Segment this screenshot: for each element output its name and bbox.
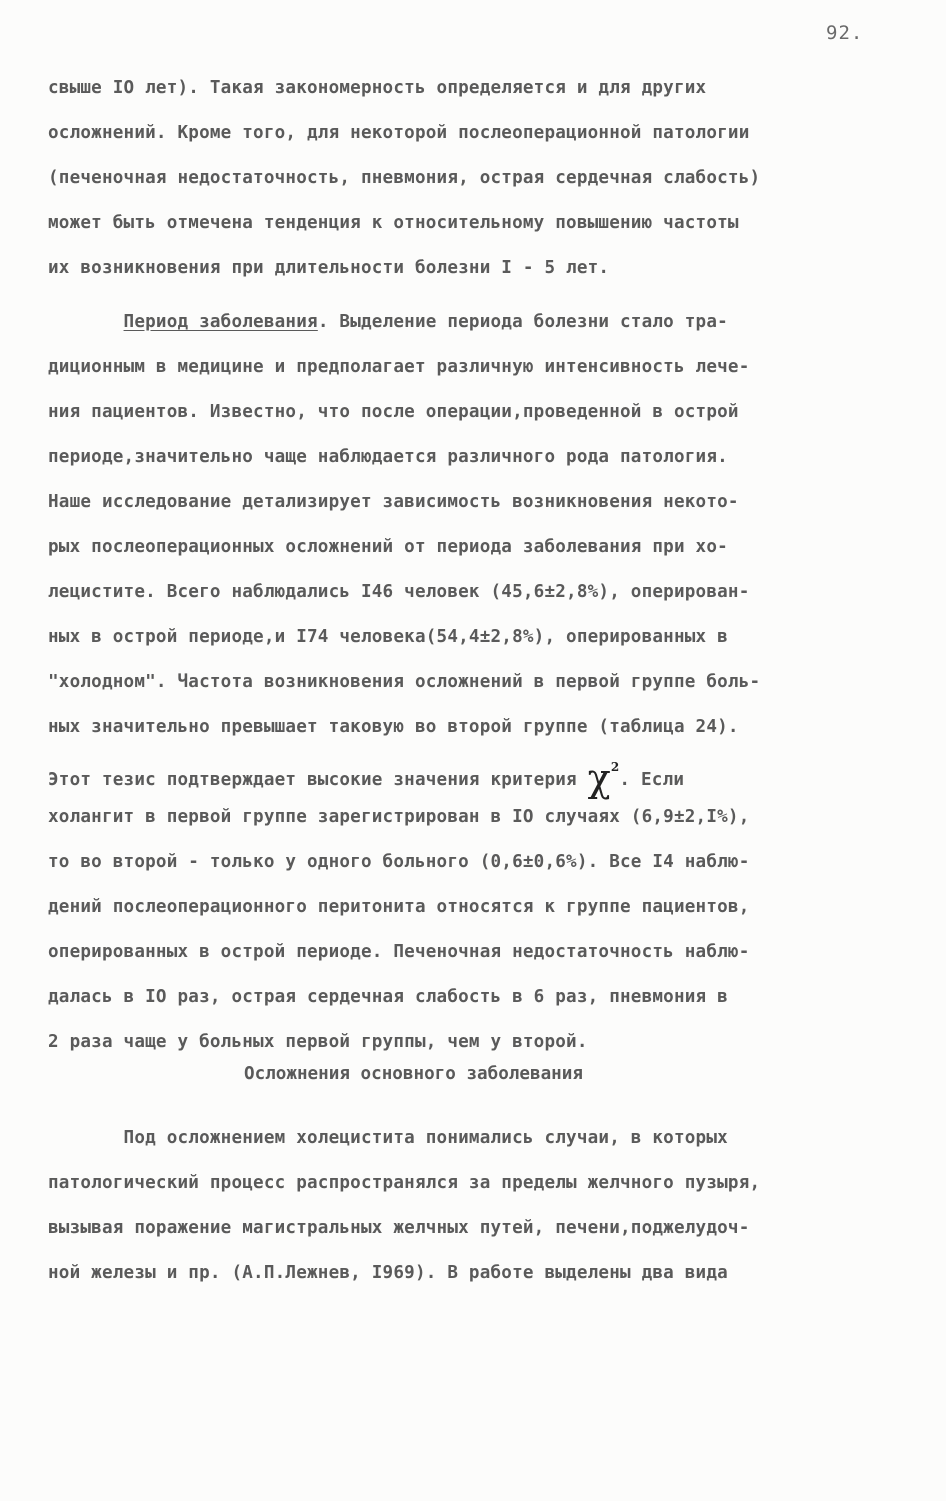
text-line: 2 раза чаще у больных первой группы, чем у второй. bbox=[48, 1032, 588, 1052]
text-line: патологический процесс распространялся за пределы желчного пузыря, bbox=[48, 1173, 761, 1193]
text-run: . Выделение периода болезни стало тра- bbox=[317, 312, 728, 332]
text-line: вызывая поражение магистральных желчных путей, печени,поджелудоч- bbox=[48, 1218, 750, 1238]
text-line: их возникновения при длительности болезни I - 5 лет. bbox=[48, 258, 610, 278]
section-title-underlined: Период заболевания bbox=[123, 312, 318, 332]
text-line: далась в IO раз, острая сердечная слабость в 6 раз, пневмония в bbox=[48, 987, 728, 1007]
text-line: Под осложнением холецистита понимались случаи, в которых bbox=[48, 1128, 728, 1148]
text-run: . Если bbox=[619, 770, 685, 790]
text-line: дений послеоперационного перитонита относятся к группе пациентов, bbox=[48, 897, 750, 917]
text-line: то во второй - только у одного больного (0,6±0,6%). Все I4 наблю- bbox=[48, 852, 750, 872]
text-line: Наше исследование детализирует зависимость возникновения некото- bbox=[48, 492, 739, 512]
indent bbox=[48, 312, 124, 332]
page-number: 92. bbox=[826, 22, 864, 44]
text-line: ния пациентов. Известно, что после операции,проведенной в острой bbox=[48, 402, 739, 422]
text-run: Этот тезис подтверждает высокие значения критерия bbox=[48, 770, 588, 790]
text-line: ных значительно превышает таковую во второй группе (таблица 24). bbox=[48, 717, 739, 737]
chi-superscript: 2 bbox=[610, 760, 620, 774]
text-line: ной железы и пр. (А.П.Лежнев, I969). В работе выделены два вида bbox=[48, 1263, 728, 1283]
text-line: оперированных в острой периоде. Печеночная недостаточность наблю- bbox=[48, 942, 750, 962]
text-line: рых послеоперационных осложнений от периода заболевания при хо- bbox=[48, 537, 728, 557]
text-line: может быть отмечена тенденция к относительному повышению частоты bbox=[48, 213, 739, 233]
text-line: (печеночная недостаточность, пневмония, острая сердечная слабость) bbox=[48, 168, 761, 188]
text-line bbox=[48, 300, 898, 345]
text-line: диционным в медицине и предполагает различную интенсивность лече- bbox=[48, 357, 750, 377]
paragraph-2 bbox=[48, 300, 898, 1065]
text-line: ных в острой периоде,и I74 человека(54,4±2,8%), оперированных в bbox=[48, 627, 728, 647]
section-heading: Осложнения основного заболевания bbox=[244, 1064, 583, 1084]
chi-symbol: χ bbox=[587, 756, 611, 800]
text-line: холангит в первой группе зарегистрирован в IO случаях (6,9±2,I%), bbox=[48, 807, 750, 827]
text-line: "холодном". Частота возникновения осложнений в первой группе боль- bbox=[48, 672, 761, 692]
paragraph-1 bbox=[48, 66, 898, 291]
text-line: лецистите. Всего наблюдались I46 человек (45,6±2,8%), оперирован- bbox=[48, 582, 750, 602]
text-line: периоде,значительно чаще наблюдается различного рода патология. bbox=[48, 447, 728, 467]
text-line: свыше IO лет). Такая закономерность определяется и для других bbox=[48, 78, 707, 98]
text-line: осложнений. Кроме того, для некоторой послеоперационной патологии bbox=[48, 123, 750, 143]
paragraph-3 bbox=[48, 1116, 898, 1296]
text-line bbox=[48, 750, 898, 800]
